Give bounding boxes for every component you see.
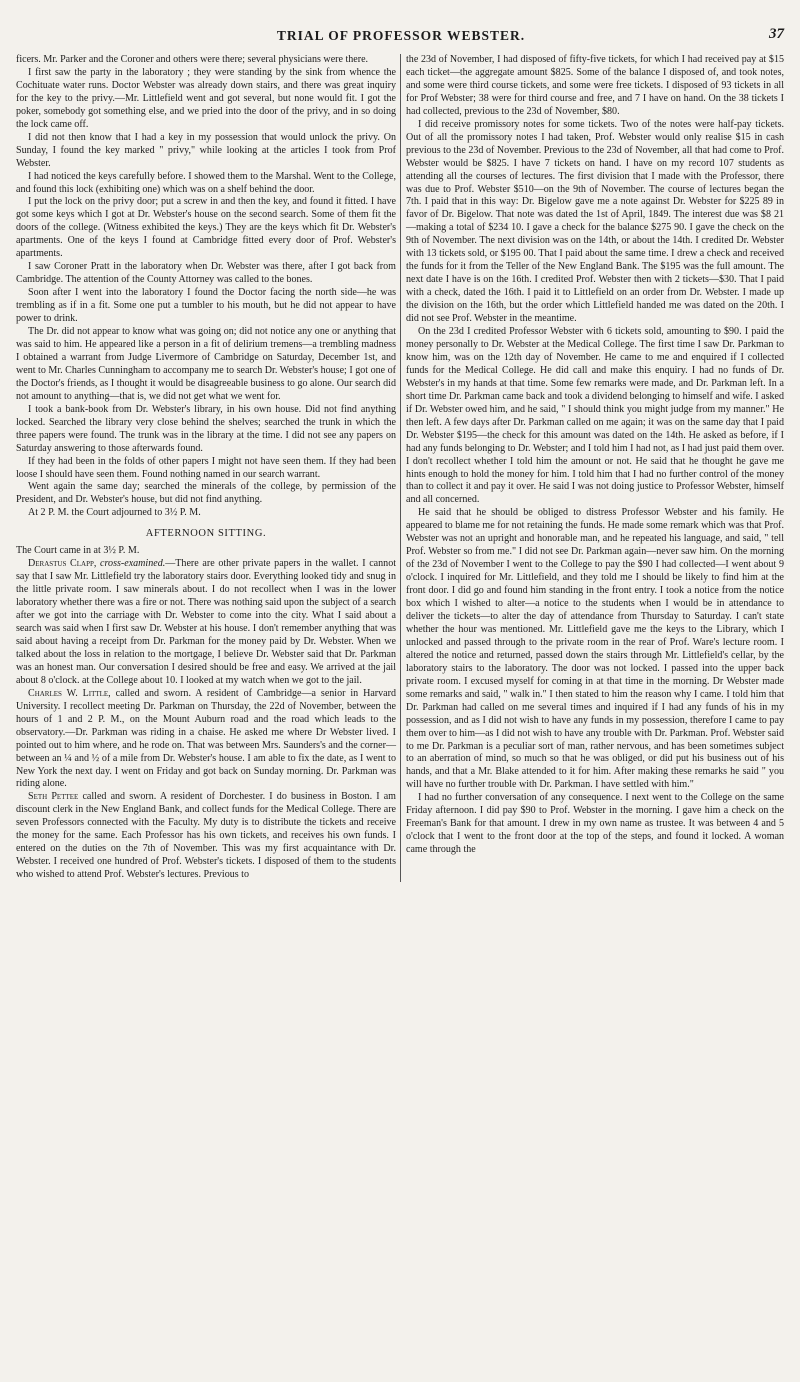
left-column (12, 54, 400, 882)
court-line: The Court came in at 3½ P. M. (16, 545, 140, 557)
section-heading: AFTERNOON SITTING. (145, 528, 267, 540)
paragraph: He said that he should be obliged to distress Professor Webster and his family. He appeared to blame me for not retaining the funds. He made some remark which was that Prof. Webster was not an upright and honorable man, and he repeated his language, and said, " tell Prof. Webster so from me." I did not see Dr. Parkman again—never saw him. On the morning of the 23d of November I went to the College to pay the $90 I had collected—I went about 9 o'clock. I inquired for Mr. Littlefield, and they told me I should be likely to find him at the front door. I did go and found him standing in the front entry. I took a notice from the notice box which I wished to alter—a notice to the students when I would be in attendance to deliver the tickets—to alter the day of attendance from Thursday to Saturday. I can't state whether the hour was mentioned. Mr. Littlefield gave me the keys to the Library, which I unlocked and passed through to the private room in the rear of Prof. Ware's lecture room. I altered the notice and returned, passed down the stairs through Mr. Littlefield's cellar, by the laboratory stairs to the laboratory. The door was not locked. I passed into the upper back private room. I excused myself for coming in at that time in the morning. Dr Webster made some remarks and said, " walk in." I then stated to him the reason why I came. I told him that Dr. Parkman had called on me several times and inquired if I had any funds of his in my possession, and as I did not wish to have any funds in my possession, therefore I came to pay them over to him—as I did not wish to have any trouble with Dr. Parkman. Prof. Webster said to me Dr. Parkman is a peculiar sort of man, rather nervous, and has been sometimes subject to an aberration of mind, so much so that he was obliged, or did put his business out of his hands, and that a Mr. Blake attended to it for him. After making these remarks he said " you will have no further trouble with Dr. Parkman. I have settled with him." (406, 507, 784, 791)
paragraph: I did receive promissory notes for some tickets. Two of the notes were half-pay tickets. Out of all the promissory notes I had taken, Prof. Webster would only realise $15 in cash previous to the 23d of November. Previous to the 23d of November, all that had come to Prof. Webster would be $825. I have 7 tickets on hand. I have on my record 107 students as attending all the courses of lectures. The first division that I made with the Professor, there was due to Prof. Webster $510—on the 9th of November. The course of lectures began the 7th. I paid that in this way: Dr. Bigelow gave me a note against Dr. Webster for $225 89 in favor of Dr. Bigelow. That note was dated the 1st of April, 1849. The interest due was $8 21—making a total of $234 10. I gave a check for the balance $275 90. I gave the check on the 9th of November. The next division was on the 14th, or about the 14th. I credited Dr. Webster with 13 tickets sold, or $195 00. That I paid about the same time. I drew a check and received the funds for it from the Teller of the New England Bank. The $195 was the full amount. The next date I have is on the 16th. I credited Prof. Webster then with 2 tickets—$30. That I paid with a check, dated the 16th. I paid it to Littlefield on an order from Dr. Webster. I made up the division on the 16th, but the order which Littlefield handed me was dated on the 20th. I did not see Prof. Webster in the meantime. (406, 118, 784, 325)
paragraph: On the 23d I credited Professor Webster with 6 tickets sold, amounting to $90. I paid the money personally to Dr. Webster at the Medical College. The first time I saw Dr. Parkman to know him, was on the 12th day of November. He came to me and enquired if I collected funds for the Medical College. He did call and make this enquiry. I had no funds of Dr. Webster's in my hands at that time. Some few remarks were made, and Dr. Parkman left. In a short time Dr. Parkman came back and took a dividend belonging to himself and wife. I asked if Dr. Webster owed him, and he said, " I should think you might judge from my manner." He then left. A few days after Dr. Parkman called on me again; it was on the same day that I paid Dr. Webster $195—the check for this amount was dated on the 14th. He asked as before, if I had any funds belonging to Dr. Webster; and I told him I had not, as I had just paid them over. I don't recollect whether I told him the amount or not. He said that he thought he gave me hints enough to hold the money for him. I told him that I had no further control of the money than to collect it and pay it over. He said I was not doing justice to Professor Webster, himself and all concerned. (406, 326, 784, 506)
testimony-text: —There are other private papers in the wallet. I cannot say that I saw Mr. Littlefield try the laboratory stairs door. Everything looked tidy and snug in the little private room. I saw minerals about. I do not recollect when I was in the lower laboratory whether there was a fire or not. There was nothing said upon the subject of a search after we got into the carriage with Dr. Webster to come into the city. What I said about a search was said when I first saw Dr. Webster at his house. I don't remember anything that was said about having a receipt from Dr. Parkman for the money paid by Dr. Webster. When we talked about the loss in relation to the mortgage, I believe Dr. Webster said that Dr. Parkman was an honest man. Our conversation I desired should be free and easy. We arrived at the jail about 8 o'clock. at the College about 10. I looked at my watch when we got to the jail. (16, 558, 397, 686)
witness-name: Seth Pettee (28, 791, 79, 803)
witness-name: Charles W. Little, (28, 687, 111, 699)
witness-name: Derastus Clapp, (28, 558, 97, 570)
running-title: TRIAL OF PROFESSOR WEBSTER. (276, 28, 526, 43)
testimony-pettee (16, 791, 396, 882)
paragraph: The Dr. did not appear to know what was going on; did not notice any one or anything that was said to him. He appeared like a person in a fit of delirium tremens—a trembling madness I obtained a warrant from Judge Livermore of Cambridge on Saturday, December 1st, and went to Mr. Charles Cunningham to accompany me to search Dr. Webster's house; I got one of the Doctor's friends, as I thought it would be disagreeable business to go alone. Our search did not amount to anything—that is, we did not get what we went for. (16, 326, 396, 402)
testimony-clapp (16, 558, 396, 688)
paragraph: I saw Coroner Pratt in the laboratory when Dr. Webster was there, after I got back from Cambridge. The attention of the County Attorney was called to the bones. (16, 261, 396, 286)
text-columns (12, 54, 790, 882)
paragraph: At 2 P. M. the Court adjourned to 3½ P. M. (28, 507, 201, 519)
paragraph: Went again the same day; searched the minerals of the college, by permission of the President, and Dr. Webster's house, but did not find anything. (16, 481, 396, 506)
paragraph: I had no further conversation of any consequence. I next went to the College on the same Friday afternoon. I did pay $90 to Prof. Webster in the morning. I gave him a check on the Freeman's Bank for that amount. I drew in my own name as trustee. It was between 4 and 5 o'clock that I went to the front door at the top of the steps, and found it locked. A woman came through the (406, 792, 784, 856)
paragraph: Soon after I went into the laboratory I found the Doctor facing the north side—he was trembling as if in a fit. Some one put a tumbler to his mouth, but he did not appear to have power to drink. (16, 287, 396, 325)
paragraph: the 23d of November, I had disposed of fifty-five tickets, for which I had received pay at $15 each ticket—the aggregate amount $825. Some of the balance I disposed of, and took notes, and some were third course tickets, and some were free tickets. I disposed of 93 tickets in all for Prof Webster; 38 were for third course and free, and 7 I have on hand. On the 38 tickets I had collected, previous to the 23d of November, $80. (406, 54, 784, 117)
paragraph: I first saw the party in the laboratory ; they were standing by the sink from whence the Cochituate water runs. Doctor Webster was already down stairs, and there was great inquiry for the key to the privy.—Mr. Littlefield went and got several, but none would fit. I got the poker, somebody got something else, and we pried into the door of the privy, and in so doing the lock came off. (16, 66, 396, 130)
paragraph: I took a bank-book from Dr. Webster's library, in his own house. Did not find anything locked. Searched the library very close behind the shelves; searched the trunk in which the three papers were found. The trunk was in the library at the time. I did not see any papers on Saturday answering to those afterwards found. (16, 403, 396, 454)
testimony-text: called and sworn. A resident of Dorchester. I do business in Boston. I am discount clerk in the New England Bank, and collect funds for the Medical College. There are seven Professors connected with the Faculty. My duty is to distribute the tickets and receive the money for the same. Each Professor has his own tickets, and receives his own funds. I entered on the duties on the 7th of November. This was my first acquaintance with Dr. Webster. I received one hundred of Prof. Webster's tickets. I disposed of them to the students who wished to attend Prof. Webster's lectures. Previous to (16, 791, 396, 881)
right-column (400, 54, 788, 882)
paragraph: I did not then know that I had a key in my possession that would unlock the privy. On Sunday, I found the key marked " privy," while looking at the articles I took from Prof Webster. (16, 131, 396, 169)
paragraph: I had noticed the keys carefully before. I showed them to the Marshal. Went to the College, and found this lock (exhibiting one) which was on a shelf behind the door. (16, 170, 396, 195)
testimony-little (16, 688, 396, 792)
page-header (12, 26, 790, 54)
testimony-text: called and sworn. A resident of Cambridge—a senior in Harvard University. I recollect meeting Dr. Parkman on Thursday, the 22d of November, between the hours of 1 and 2 P. M., on the Mount Auburn road and the road which leads to the observatory.—Dr. Parkman was riding in a chaise. He asked me where Dr Webster lived. I pointed out to him where, and he rode on. That was between Mrs. Saunders's and the corner—between an ¼ and ½ of a mile from Dr. Webster's house. I am able to fix the date, as I went to New York the next day. I went on Friday and got back on Sunday morning. Dr. Parkman was riding alone. (16, 687, 396, 790)
paragraph: I put the lock on the privy door; put a screw in and then the key, and found it fitted. I have got some keys which I got at Dr. Webster's house on the second search. Some of them fit the doors of the college. (Witness exhibited the keys.) They are the keys which fit Dr. Webster's apartments. One of the keys I found at Cambridge fitted every door of Prof. Webster's apartments. (16, 196, 396, 260)
paragraph: If they had been in the folds of other papers I might not have seen them. If they had been loose I should have seen them. Found nothing named in our search warrant. (16, 455, 396, 480)
paragraph: ficers. Mr. Parker and the Coroner and others were there; several physicians were there. (16, 54, 369, 65)
page-number: 37 (769, 26, 784, 42)
witness-role: cross-examined. (100, 558, 166, 570)
